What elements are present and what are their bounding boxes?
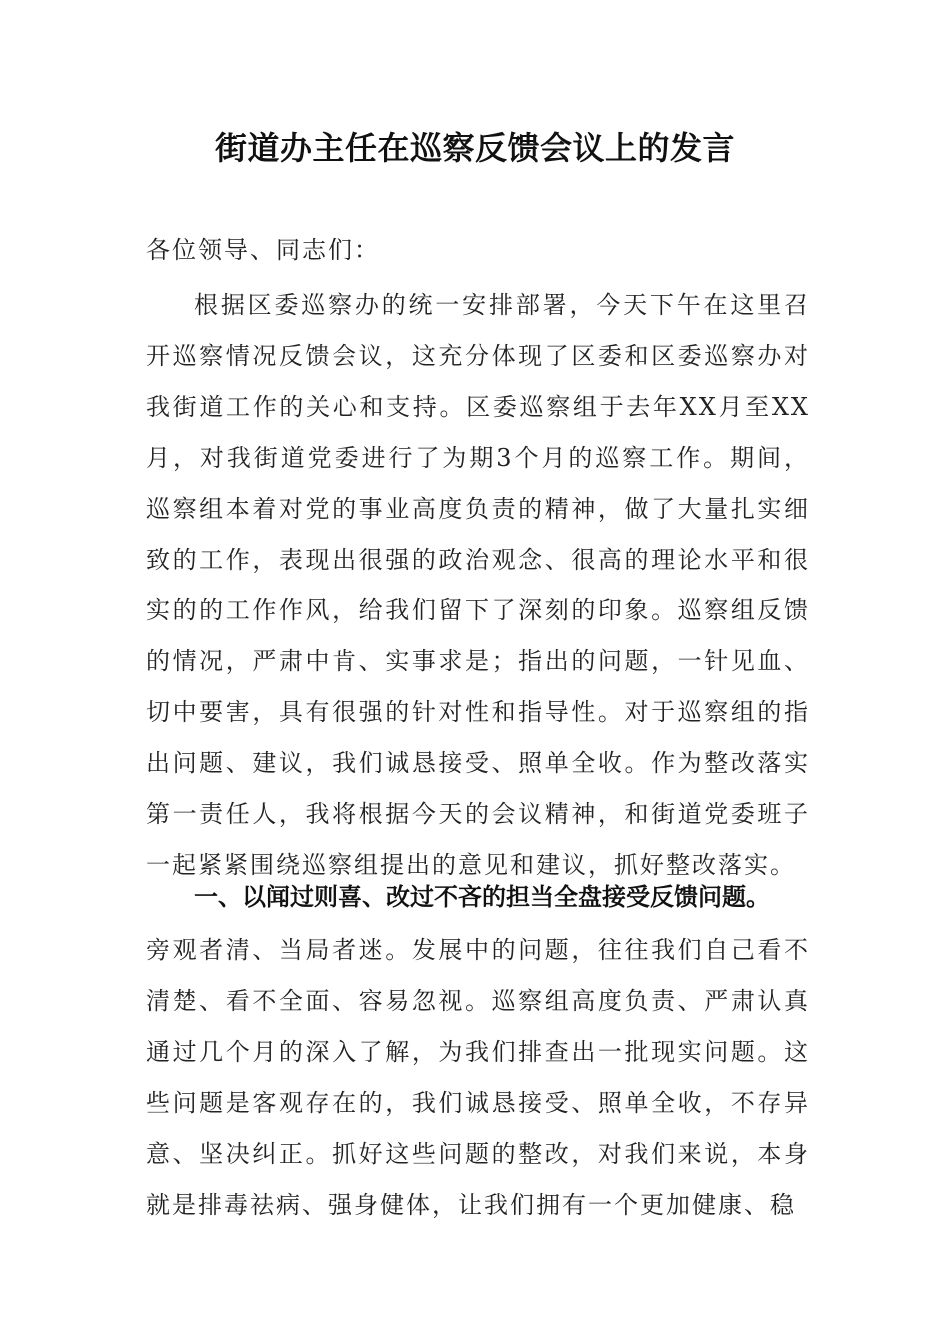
- body-paragraph-2: 旁观者清、当局者迷。发展中的问题，往往我们自己看不清楚、看不全面、容易忽视。巡察组高度负责、严肃认真通过几个月的深入了解，为我们排查出一批现实问题。这些问题是客观存在的，我们诚恳接受、照单全收，不存异意、坚决纠正。抓好这些问题的整改，对我们来说，本身就是排毒祛病、强身健体，让我们拥有一个更加健康、稳: [146, 936, 810, 1219]
- body-paragraph-1: 根据区委巡察办的统一安排部署，今天下午在这里召开巡察情况反馈会议，这充分体现了区委和区委巡察办对我街道工作的关心和支持。区委巡察组于去年XX月至XX月，对我街道党委进行了为期3个月的巡察工作。期间，巡察组本着对党的事业高度负责的精神，做了大量扎实细致的工作，表现出很强的政治观念、很高的理论水平和很实的的工作作风，给我们留下了深刻的印象。巡察组反馈的情况，严肃中肯、实事求是；指出的问题，一针见血、切中要害，具有很强的针对性和指导性。对于巡察组的指出问题、建议，我们诚恳接受、照单全收。作为整改落实第一责任人，我将根据今天的会议精神，和街道党委班子一起紧紧围绕巡察组提出的意见和建议，抓好整改落实。: [146, 291, 810, 879]
- greeting-line: 各位领导、同志们：: [146, 236, 380, 264]
- section-heading-1: 一、以闻过则喜、改过不吝的担当全盘接受反馈问题。: [194, 883, 770, 911]
- document-title: 街道办主任在巡察反馈会议上的发言: [214, 129, 735, 167]
